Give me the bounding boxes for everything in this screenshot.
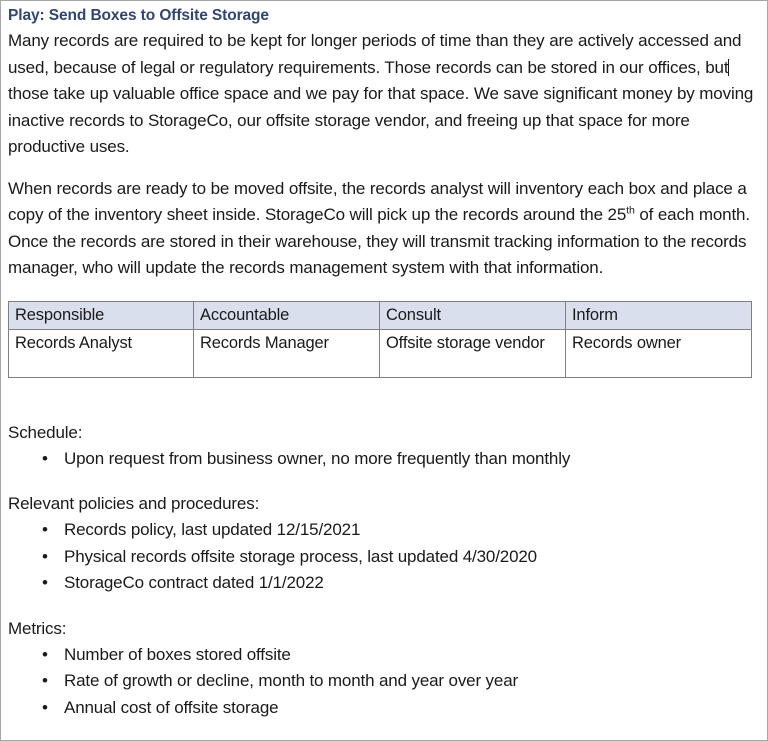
document-content xyxy=(8,6,759,721)
schedule-section xyxy=(8,420,759,473)
list-item[interactable]: • Annual cost of offsite storage xyxy=(8,695,759,722)
table-header-inform: Inform xyxy=(566,301,752,329)
schedule-heading: Schedule: xyxy=(8,422,83,442)
policies-list xyxy=(8,517,759,597)
text-cursor-caret xyxy=(728,59,729,76)
list-item[interactable]: • Upon request from business owner, no more frequently than monthly xyxy=(8,446,759,473)
policies-section xyxy=(8,491,759,597)
table-header-responsible: Responsible xyxy=(9,301,194,329)
metrics-heading: Metrics: xyxy=(8,618,67,638)
list-item[interactable]: • Physical records offsite storage process, last updated 4/30/2020 xyxy=(8,544,759,571)
table-cell-consult[interactable]: Offsite storage vendor xyxy=(380,329,566,377)
paragraph-1-text-after-caret: those take up valuable office space and we pay for that space. We save significant money by moving inactive records to StorageCo, our offsite storage vendor, and freeing up that space for more productive uses. xyxy=(8,84,754,156)
table-row xyxy=(9,329,752,377)
raci-table[interactable] xyxy=(8,301,752,378)
paragraph-2-text-part-2: of each month. Once the records are stored in their warehouse, they will transmit tracking information to the records manager, who will update the records management system with that information. xyxy=(8,205,750,277)
policies-heading: Relevant policies and procedures: xyxy=(8,494,260,513)
page-title: Play: Send Boxes to Offsite Storage xyxy=(8,7,269,24)
table-cell-responsible[interactable]: Records Analyst xyxy=(9,329,194,377)
paragraph-1-text-before-caret: Many records are required to be kept for longer periods of time than they are actively accessed and used, because of legal or regulatory requirements. Those records can be stored in our offices, but xyxy=(8,31,742,77)
list-item[interactable]: • StorageCo contract dated 1/1/2022 xyxy=(8,570,759,597)
paragraph-2-text-part-1: When records are ready to be moved offsite, the records analyst will inventory each box and place a copy of the inventory sheet inside. StorageCo will pick up the records around the 25 xyxy=(8,178,747,224)
metrics-list xyxy=(8,642,759,722)
table-header-consult: Consult xyxy=(380,301,566,329)
metrics-section xyxy=(8,616,759,722)
list-item[interactable]: • Rate of growth or decline, month to month and year over year xyxy=(8,668,759,695)
list-item[interactable]: • Number of boxes stored offsite xyxy=(8,642,759,669)
schedule-list xyxy=(8,446,759,473)
table-header-accountable: Accountable xyxy=(194,301,380,329)
table-cell-accountable[interactable]: Records Manager xyxy=(194,329,380,377)
list-item[interactable]: • Records policy, last updated 12/15/2021 xyxy=(8,517,759,544)
paragraph-1[interactable] xyxy=(8,28,759,161)
ordinal-suffix-superscript: th xyxy=(626,204,635,217)
raci-table-container xyxy=(8,301,759,378)
table-header-row xyxy=(9,301,752,329)
table-cell-inform[interactable]: Records owner xyxy=(566,329,752,377)
paragraph-2[interactable] xyxy=(8,176,759,282)
